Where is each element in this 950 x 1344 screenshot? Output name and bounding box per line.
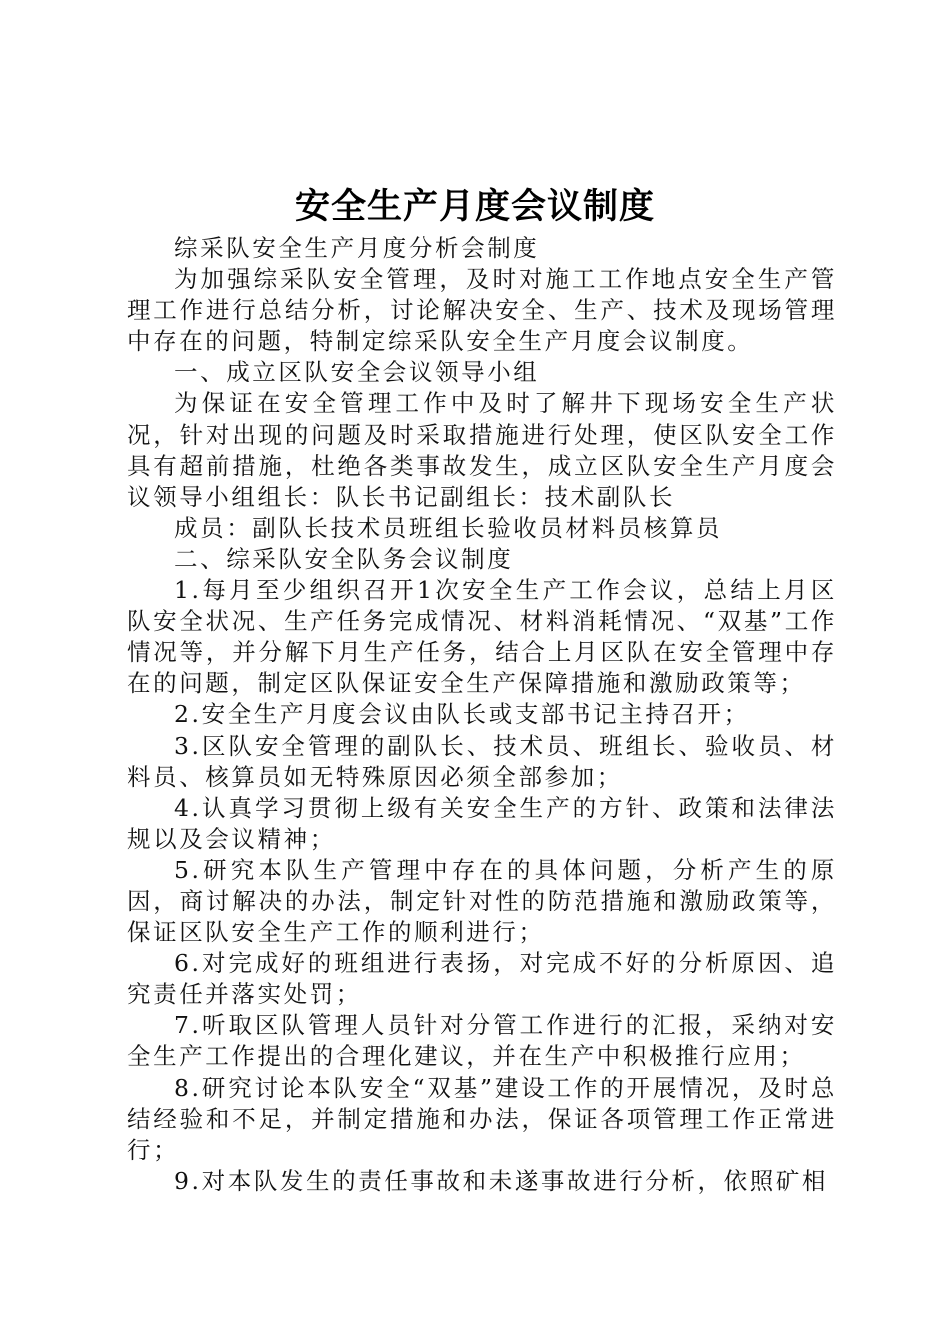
- document-title: 安全生产月度会议制度: [294, 187, 655, 227]
- list-item-9: 9.对本队发生的责任事故和未遂事故进行分析，依照矿相: [174, 1166, 829, 1195]
- document-body: [127, 233, 837, 1197]
- paragraph-intro: 为加强综采队安全管理，及时对施工工作地点安全生产管理工作进行总结分析，讨论解决安全、生产、技术及现场管理中存在的问题，特制定综采队安全生产月度会议制度。: [127, 265, 837, 356]
- list-item-1: 1.每月至少组织召开1次安全生产工作会议，总结上月区队安全状况、生产任务完成情况、材料消耗情况、“双基”工作情况等，并分解下月生产任务，结合上月区队在安全管理中存在的问题，制定区队保证安全生产保障措施和激励政策等；: [127, 576, 837, 698]
- list-item-2: 2.安全生产月度会议由队长或支部书记主持召开；: [174, 700, 750, 729]
- paragraph-leadership: 为保证在安全管理工作中及时了解井下现场安全生产状况，针对出现的问题及时采取措施进行处理，使区队安全工作具有超前措施，杜绝各类事故发生，成立区队安全生产月度会议领导小组组长：队长书记副组长：技术副队长: [127, 389, 837, 511]
- list-item-6: 6.对完成好的班组进行表扬，对完成不好的分析原因、追究责任并落实处罚；: [127, 949, 837, 1009]
- list-item-4: 4.认真学习贯彻上级有关安全生产的方针、政策和法律法规以及会议精神；: [127, 793, 837, 853]
- section-heading-2: 二、综采队安全队务会议制度: [174, 544, 514, 573]
- paragraph-members: 成员：副队长技术员班组长验收员材料员核算员: [174, 513, 723, 542]
- list-item-7: 7.听取区队管理人员针对分管工作进行的汇报，采纳对安全生产工作提出的合理化建议，并在生产中积极推行应用；: [127, 1011, 837, 1071]
- list-item-8: 8.研究讨论本队安全“双基”建设工作的开展情况，及时总结经验和不足，并制定措施和办法，保证各项管理工作正常进行；: [127, 1073, 837, 1164]
- list-item-3: 3.区队安全管理的副队长、技术员、班组长、验收员、材料员、核算员如无特殊原因必须全部参加；: [127, 731, 837, 791]
- section-heading-1: 一、成立区队安全会议领导小组: [174, 358, 540, 387]
- list-item-5: 5.研究本队生产管理中存在的具体问题，分析产生的原因，商讨解决的办法，制定针对性的防范措施和激励政策等，保证区队安全生产工作的顺利进行；: [127, 855, 837, 947]
- paragraph-subtitle: 综采队安全生产月度分析会制度: [174, 234, 540, 262]
